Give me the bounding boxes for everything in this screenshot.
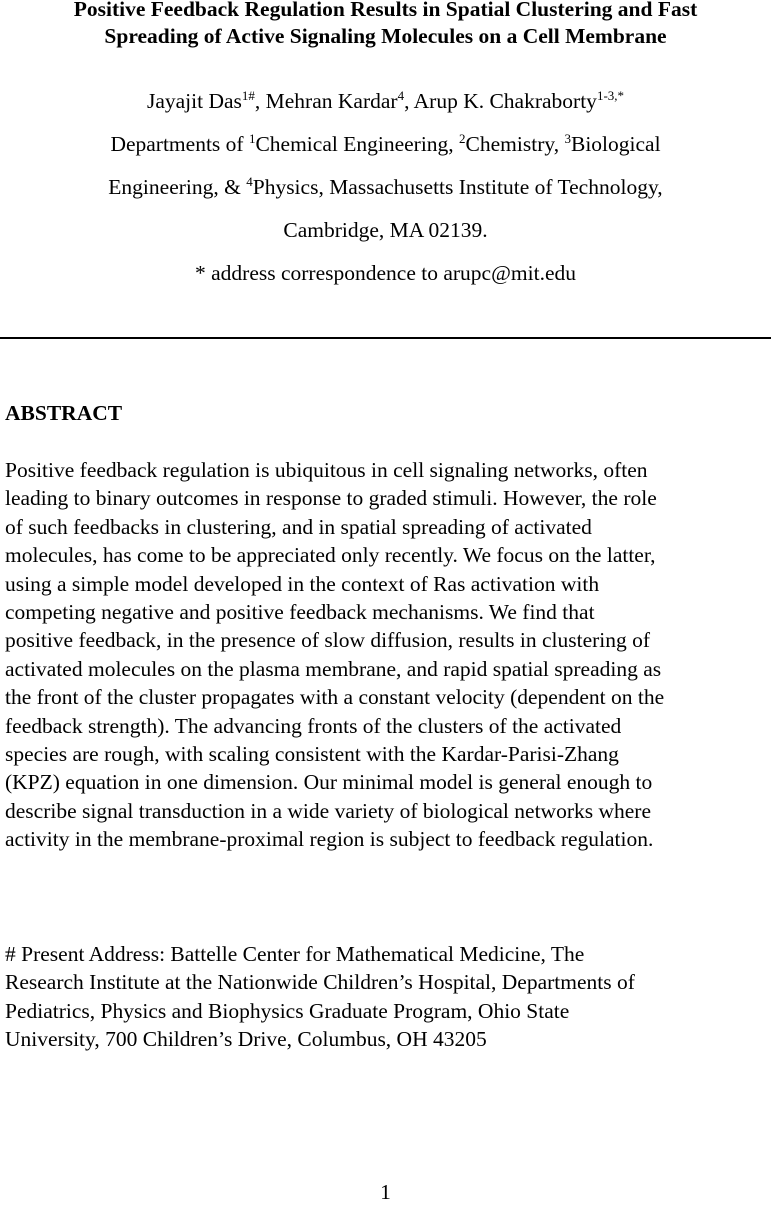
author-2: , Mehran Kardar bbox=[254, 89, 398, 113]
affiliation-line-1: Departments of $^1$Chemical Engineering, $^2$Chemistry, $^3$Biological bbox=[110, 130, 661, 156]
abstract-line: molecules, has come to be appreciated only recently. We focus on the latter, bbox=[5, 543, 656, 568]
correspondence-note: * address correspondence to arupc@mit.edu bbox=[195, 261, 576, 285]
abstract-line: Positive feedback regulation is ubiquitous in cell signaling networks, often bbox=[5, 458, 648, 482]
abstract-line: using a simple model developed in the context of Ras activation with bbox=[5, 571, 600, 596]
author-3: , Arup K. Chakraborty bbox=[404, 89, 597, 113]
present-address-line: # Present Address: Battelle Center for Mathematical Medicine, The bbox=[5, 942, 585, 966]
paper-title bbox=[0, 0, 771, 50]
abstract-line: feedback strength). The advancing fronts of the clusters of the activated bbox=[5, 713, 622, 738]
author-1: Jayajit Das bbox=[146, 89, 242, 113]
author-3-marker: 1-3,* bbox=[596, 87, 625, 103]
title-line-1: Positive Feedback Regulation Results in Spatial Clustering and Fast bbox=[73, 0, 698, 21]
affiliation-line-3: Cambridge, MA 02139. bbox=[283, 218, 488, 242]
page-number: 1 bbox=[380, 1180, 391, 1204]
abstract-body bbox=[5, 456, 767, 854]
abstract-heading: ABSTRACT bbox=[5, 401, 123, 425]
abstract-line: species are rough, with scaling consistent with the Kardar-Parisi-Zhang bbox=[5, 742, 619, 767]
author-affiliation-block bbox=[0, 80, 771, 295]
abstract-line: leading to binary outcomes in response to graded stimuli. However, the role bbox=[5, 486, 657, 511]
abstract-line: competing negative and positive feedback mechanisms. We find that bbox=[5, 600, 595, 625]
author-list bbox=[0, 80, 771, 123]
affiliation-marker-3: 3 bbox=[564, 130, 571, 146]
author-2-marker: 4 bbox=[397, 87, 405, 103]
affiliation-marker-1: 1 bbox=[248, 130, 256, 146]
abstract-line: positive feedback, in the presence of slow diffusion, results in clustering of bbox=[5, 628, 651, 653]
abstract-line: (KPZ) equation in one dimension. Our minimal model is general enough to bbox=[5, 770, 653, 795]
title-line-2: Spreading of Active Signaling Molecules on a Cell Membrane bbox=[104, 24, 667, 48]
present-address-line: Research Institute at the Nationwide Children’s Hospital, Departments of bbox=[5, 970, 635, 995]
abstract-line: activated molecules on the plasma membrane, and rapid spatial spreading as bbox=[5, 656, 662, 681]
author-1-marker: 1# bbox=[241, 87, 255, 103]
section-divider bbox=[0, 337, 771, 339]
abstract-line: of such feedbacks in clustering, and in spatial spreading of activated bbox=[5, 514, 592, 539]
abstract-line: activity in the membrane-proximal region is subject to feedback regulation. bbox=[5, 827, 654, 852]
abstract-line: the front of the cluster propagates with a constant velocity (dependent on the bbox=[5, 685, 665, 710]
abstract-line: describe signal transduction in a wide variety of biological networks where bbox=[5, 798, 651, 823]
present-address-line: University, 700 Children’s Drive, Columbus, OH 43205 bbox=[5, 1027, 487, 1052]
affiliation-marker-2: 2 bbox=[459, 130, 466, 146]
present-address-line: Pediatrics, Physics and Biophysics Graduate Program, Ohio State bbox=[5, 998, 570, 1023]
affiliation-marker-4: 4 bbox=[246, 173, 253, 189]
present-address-note bbox=[5, 940, 767, 1054]
affiliation-line-2: Engineering, & $^4$Physics, Massachusetts Institute of Technology, bbox=[108, 173, 663, 199]
